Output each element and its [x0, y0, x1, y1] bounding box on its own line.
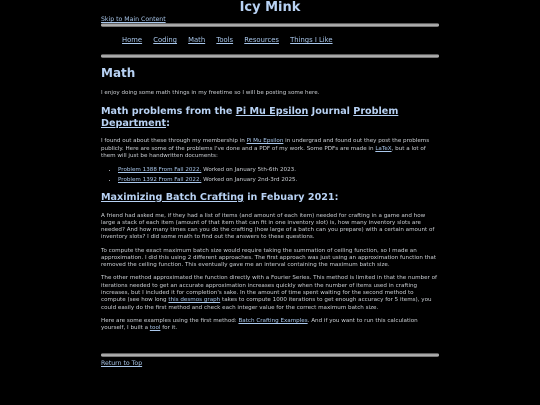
problem-item-note: Worked on January 5th-6th 2023.: [201, 167, 296, 174]
batch-paragraph-4-pre: Here are some examples using the first method:: [101, 317, 239, 324]
pme-paragraph: [101, 138, 439, 160]
skip-to-main-link[interactable]: Skip to Main Content: [101, 16, 166, 23]
pme-inline-link[interactable]: Pi Mu Epsilon: [246, 138, 284, 145]
problem-item: [118, 167, 439, 174]
batch-paragraph-1: A friend had asked me, if they had a list of items (and amount of each item) needed for crafting in a game and how large a stack of each item (amount of that item that can fit in one inventory slot) is, how many inventory slots are needed? And how many times can you do the crafting (how large of a batch can you prepare) with a certain amount of inventory slots? I did some math to find out the answers to these questions.: [101, 212, 435, 241]
nav-resources[interactable]: Resources: [244, 36, 279, 44]
nav-tools[interactable]: Tools: [216, 36, 234, 44]
batch-paragraph-3: [101, 275, 439, 311]
batch-paragraph-2: To compute the exact maximum batch size would require taking the summation of ceiling function, so I made an approximation. I did this using 2 different approaches. The first approach was just using an approximation function that removed the ceiling function. This eventually gave me an interval containing the maximum batch size.: [101, 247, 437, 269]
batch-paragraph-3-pre: The other method approximated the function directly with a Fourier Series. This method is limited in that the number of iterations needed to get an accurate approximation increases quickly when the number of items used in crafting increases, but I included it for completion's sake. In the amount of time spent waiting for the second method to compute (see how long: [101, 275, 437, 304]
pme-heading: [101, 106, 439, 130]
intro-text: I enjoy doing some math things in my freetime so I will be posting some here.: [101, 90, 320, 96]
pme-paragraph-mid: in undergrad and found out they post the problems publicly. Here are some of the problems I've done and a PDF of my work. Some PDFs are made in: [101, 138, 430, 152]
return-to-top-link[interactable]: Return to Top: [101, 360, 143, 367]
pme-paragraph-post: , but a lot of them will just be handwritten documents:: [101, 145, 426, 159]
pme-heading-link[interactable]: Pi Mu Epsilon: [235, 106, 309, 118]
nav-coding[interactable]: Coding: [153, 36, 177, 44]
main-nav: [122, 36, 342, 45]
tool-link[interactable]: tool: [149, 325, 161, 332]
batch-crafting-heading-post: in Febuary 2021:: [243, 191, 339, 203]
problem-list: [101, 167, 439, 185]
nav-things-i-like[interactable]: Things I Like: [290, 36, 333, 44]
problem-item: [118, 177, 439, 184]
batch-paragraph-4-post: for it.: [160, 325, 178, 332]
site-title: Icy Mink: [239, 0, 301, 15]
batch-examples-link[interactable]: Batch Crafting Examples: [238, 317, 308, 324]
batch-paragraph-4: [101, 318, 439, 333]
top-divider: [101, 23, 439, 27]
batch-crafting-heading: [101, 192, 439, 204]
problem-item-note: Worked on January 2nd-3rd 2025.: [201, 177, 298, 184]
pme-heading-post: :: [166, 118, 170, 130]
pme-paragraph-pre: I found out about these through my membership in: [101, 138, 247, 145]
desmos-graph-link[interactable]: this desmos graph: [168, 297, 221, 304]
batch-paragraph-4-mid: . And if you want to run this calculation yourself, I built a: [101, 317, 418, 332]
latex-link[interactable]: LaTeX: [375, 145, 392, 152]
pme-heading-mid: Journal: [308, 106, 354, 118]
batch-paragraph-3-post: takes to compute 1000 iterations to get enough accuracy for 5 items), you could easily do the first method and check each integer value for the correct maximum batch size.: [101, 297, 432, 311]
problem-1388-link[interactable]: Problem 1388 From Fall 2022.: [118, 167, 202, 174]
pme-heading-pre: Math problems from the: [101, 106, 236, 118]
page-title: Math: [101, 66, 136, 80]
problem-1392-link[interactable]: Problem 1392 From Fall 2022.: [118, 177, 202, 184]
nav-divider: [101, 54, 439, 58]
main-content: [101, 66, 439, 332]
batch-crafting-heading-link[interactable]: Maximizing Batch Crafting: [101, 191, 244, 203]
nav-home[interactable]: Home: [122, 36, 143, 44]
nav-math[interactable]: Math: [188, 36, 206, 44]
bottom-divider: [101, 353, 439, 357]
problem-department-link[interactable]: Problem Department: [101, 106, 399, 130]
